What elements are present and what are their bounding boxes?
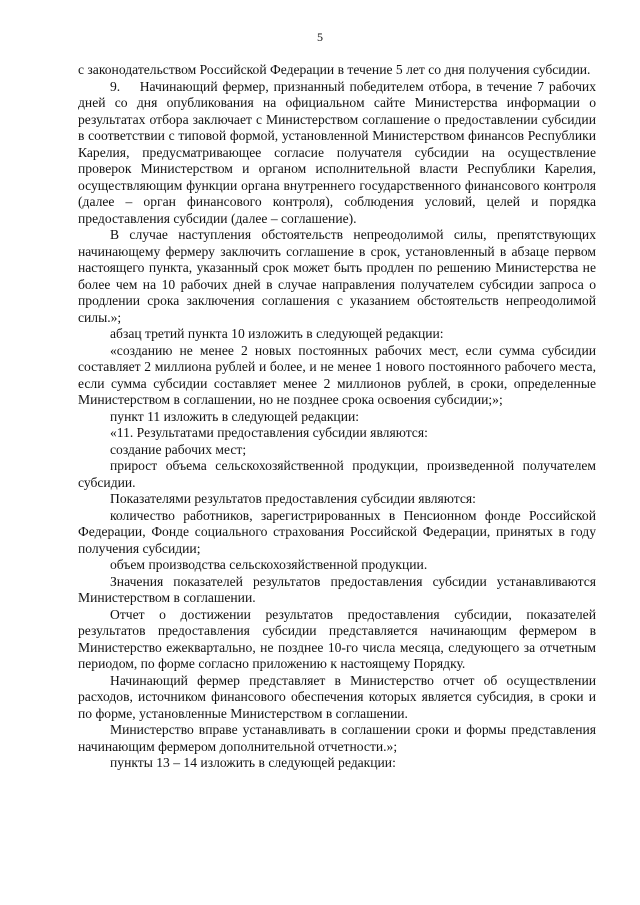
- paragraph-5: «созданию не менее 2 новых постоянных рабочих мест, если сумма субсидии составляет 2 миллиона рублей и более, и не менее 1 нового постоянного рабочего места, если сумма субсидии составляет менее 2 миллионов рублей, в сроки, определенные Министерством в соглашении, но не позднее срока освоения субсидии;»;: [78, 342, 596, 407]
- paragraph-12: объем производства сельскохозяйственной продукции.: [110, 557, 428, 572]
- paragraph-13: Значения показателей результатов предоставления субсидии устанавливаются Министерством в соглашении.: [78, 573, 596, 605]
- paragraph-4: абзац третий пункта 10 изложить в следующей редакции:: [110, 326, 444, 341]
- paragraph-9: прирост объема сельскохозяйственной продукции, произведенной получателем субсидии.: [78, 458, 596, 490]
- paragraph-11: количество работников, зарегистрированных в Пенсионном фонде Российской Федерации, Фонде социального страхования Российской Федерации, принятых в году получения субсидии;: [78, 507, 596, 556]
- paragraph-8: создание рабочих мест;: [110, 441, 247, 457]
- paragraph-7: «11. Результатами предоставления субсидии являются:: [110, 425, 428, 440]
- paragraph-15: Начинающий фермер представляет в Министерство отчет об осуществлении расходов, источником финансового обеспечения которых является субсидия, в сроки и по форме, установленные Министерством в соглашении.: [78, 672, 596, 721]
- paragraph-17: пункты 13 – 14 изложить в следующей редакции:: [110, 755, 396, 770]
- paragraph-10: Показателями результатов предоставления субсидии являются:: [110, 491, 476, 506]
- page-number: 5: [317, 30, 323, 44]
- paragraph-6: пункт 11 изложить в следующей редакции:: [110, 408, 360, 424]
- paragraph-1: с законодательством Российской Федерации в течение 5 лет со дня получения субсидии.: [78, 62, 591, 77]
- document-body: [78, 62, 600, 772]
- paragraph-14: Отчет о достижении результатов предоставления субсидии, показателей результатов предоставления субсидии представляется начинающим фермером в Министерство ежеквартально, не позднее 10-го числа месяца, следующего за отчетным периодом, по форме согласно приложению к настоящему Порядку.: [78, 606, 596, 671]
- paragraph-2: 9. Начинающий фермер, признанный победителем отбора, в течение 7 рабочих дней со дня опубликования на официальном сайте Министерства информации о результатах отбора заключает с Министерством соглашение о предоставлении субсидии в соответствии с типовой формой, установленной Министерством финансов Республики Карелия, предусматривающее согласие получателя субсидии на осуществление проверок Министерством и органом исполнительной власти Республики Карелия, осуществляющим функции органа внутреннего государственного финансового контроля (далее – орган финансового контроля), соблюдения условий, целей и порядка предоставления субсидии (далее – соглашение).: [78, 78, 600, 226]
- paragraph-3: В случае наступления обстоятельств непреодолимой силы, препятствующих начинающему фермеру заключить соглашение в срок, установленный в абзаце первом настоящего пункта, указанный срок может быть продлен по решению Министерства не более чем на 10 рабочих дней в случае направления получателем субсидии запроса о продлении срока заключения соглашения с указанием обстоятельств непреодолимой силы.»;: [78, 227, 596, 325]
- paragraph-16: Министерство вправе устанавливать в соглашении сроки и формы представления начинающим фермером дополнительной отчетности.»;: [78, 722, 596, 754]
